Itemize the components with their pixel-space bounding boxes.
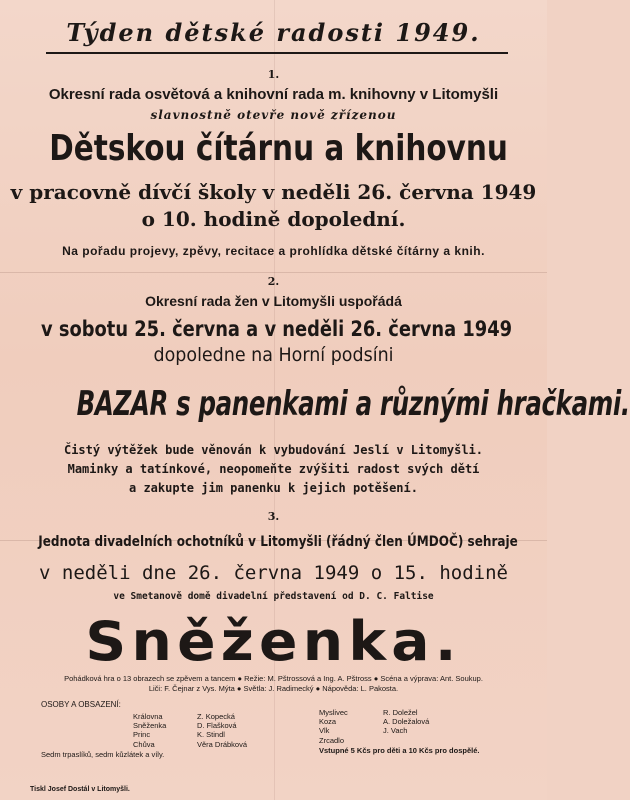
cast-role: Sněženka: [133, 721, 167, 731]
section-2-organizer: Okresní rada žen v Litomyšli uspořádá: [145, 293, 402, 309]
cast-role: Vlk: [319, 726, 330, 736]
printer-imprint: Tiskl Josef Dostál v Litomyšli.: [30, 786, 130, 793]
cast-actor: Z. Kopecká: [197, 712, 235, 721]
section-2-venue: dopoledne na Horní podsíni: [153, 344, 394, 366]
section-1-program: Na pořadu projevy, zpěvy, recitace a prohlídka dětské čítárny a knih.: [62, 244, 485, 258]
section-1-time: o 10. hodině dopolední.: [141, 207, 406, 231]
section-1-headline: Dětskou čítárnu a knihovnu: [49, 128, 508, 169]
cast-role: Královna: [133, 712, 163, 721]
cast-row: [319, 736, 429, 745]
cast-row: [319, 717, 429, 726]
cast-row: [319, 726, 429, 735]
cast-actor: D. Flašková: [197, 721, 237, 731]
credits-line: Liči: F. Čejnar z Vys. Mýta ● Světla: J. Radimecký ● Nápověda: L. Pakosta.: [148, 684, 399, 693]
section-2-para-line: a zakupte jim panenku k jejich potěšení.: [129, 481, 418, 495]
section-2-number: 2.: [267, 275, 280, 288]
section-1-number: 1.: [267, 68, 280, 81]
cast-role: Koza: [319, 717, 337, 727]
section-3-number: 3.: [267, 510, 280, 523]
section-1-place: v pracovně dívčí školy v neděli 26. června 1949: [10, 180, 537, 204]
cast-actor: J. Vach: [383, 726, 408, 736]
dwarfs-note: Sedm trpaslíků, sedm kůzlátek a víly.: [41, 750, 165, 759]
admission-note: Vstupné 5 Kčs pro děti a 10 Kčs pro dospělé.: [319, 746, 480, 755]
cast-role: Myslivec: [319, 708, 348, 717]
cast-actor: A. Doležalová: [383, 717, 430, 727]
cast-row: [133, 730, 247, 739]
cast-actor: Věra Drábková: [197, 739, 248, 749]
section-2-dates: v sobotu 25. června a v neděli 26. června 1949: [41, 317, 513, 341]
cast-row: [133, 740, 247, 749]
cast-right: [319, 708, 429, 745]
cast-role: Princ: [133, 730, 151, 740]
title-underline: [46, 52, 508, 54]
section-2-headline: BAZAR s panenkami a různými hračkami.: [76, 384, 630, 424]
section-1-organizer: Okresní rada osvětová a knihovní rada m. knihovny v Litomyšli: [48, 86, 499, 103]
section-1-announce: slavnostně otevře nově zřízenou: [150, 108, 397, 122]
cast-role: Chůva: [133, 739, 155, 749]
section-3-organizer: Jednota divadelních ochotníků v Litomyšli (řádný člen ÚMDOČ) sehraje: [38, 534, 518, 550]
cast-role: Zrcadlo: [319, 735, 345, 745]
cast-row: [133, 721, 247, 730]
credits-line: Pohádková hra o 13 obrazech se zpěvem a tancem ● Režie: M. Pštrossová a Ing. A. Pštross ● Scéna a výprava: Ant. Soukup.: [64, 674, 483, 683]
cast-actor: K. Stindl: [197, 730, 225, 740]
cast-left: [133, 712, 247, 749]
cast-row: [133, 712, 247, 721]
poster-title: Týden dětské radosti 1949.: [66, 18, 481, 47]
cast-label: OSOBY A OBSAZENÍ:: [41, 700, 121, 709]
cast-row: [319, 708, 429, 717]
section-3-datetime: v neděli dne 26. června 1949 o 15. hodině: [39, 562, 508, 584]
section-2-para-line: Čistý výtěžek bude věnován k vybudování Jeslí v Litomyšli.: [63, 443, 484, 457]
section-2-para-line: Maminky a tatínkové, neopomeňte zvýšiti radost svých dětí: [67, 462, 480, 476]
play-title: Sněženka.: [85, 610, 462, 673]
cast-actor: R. Doležel: [383, 708, 418, 717]
section-3-venue: ve Smetanově domě divadelní představení od D. C. Faltise: [113, 591, 434, 602]
